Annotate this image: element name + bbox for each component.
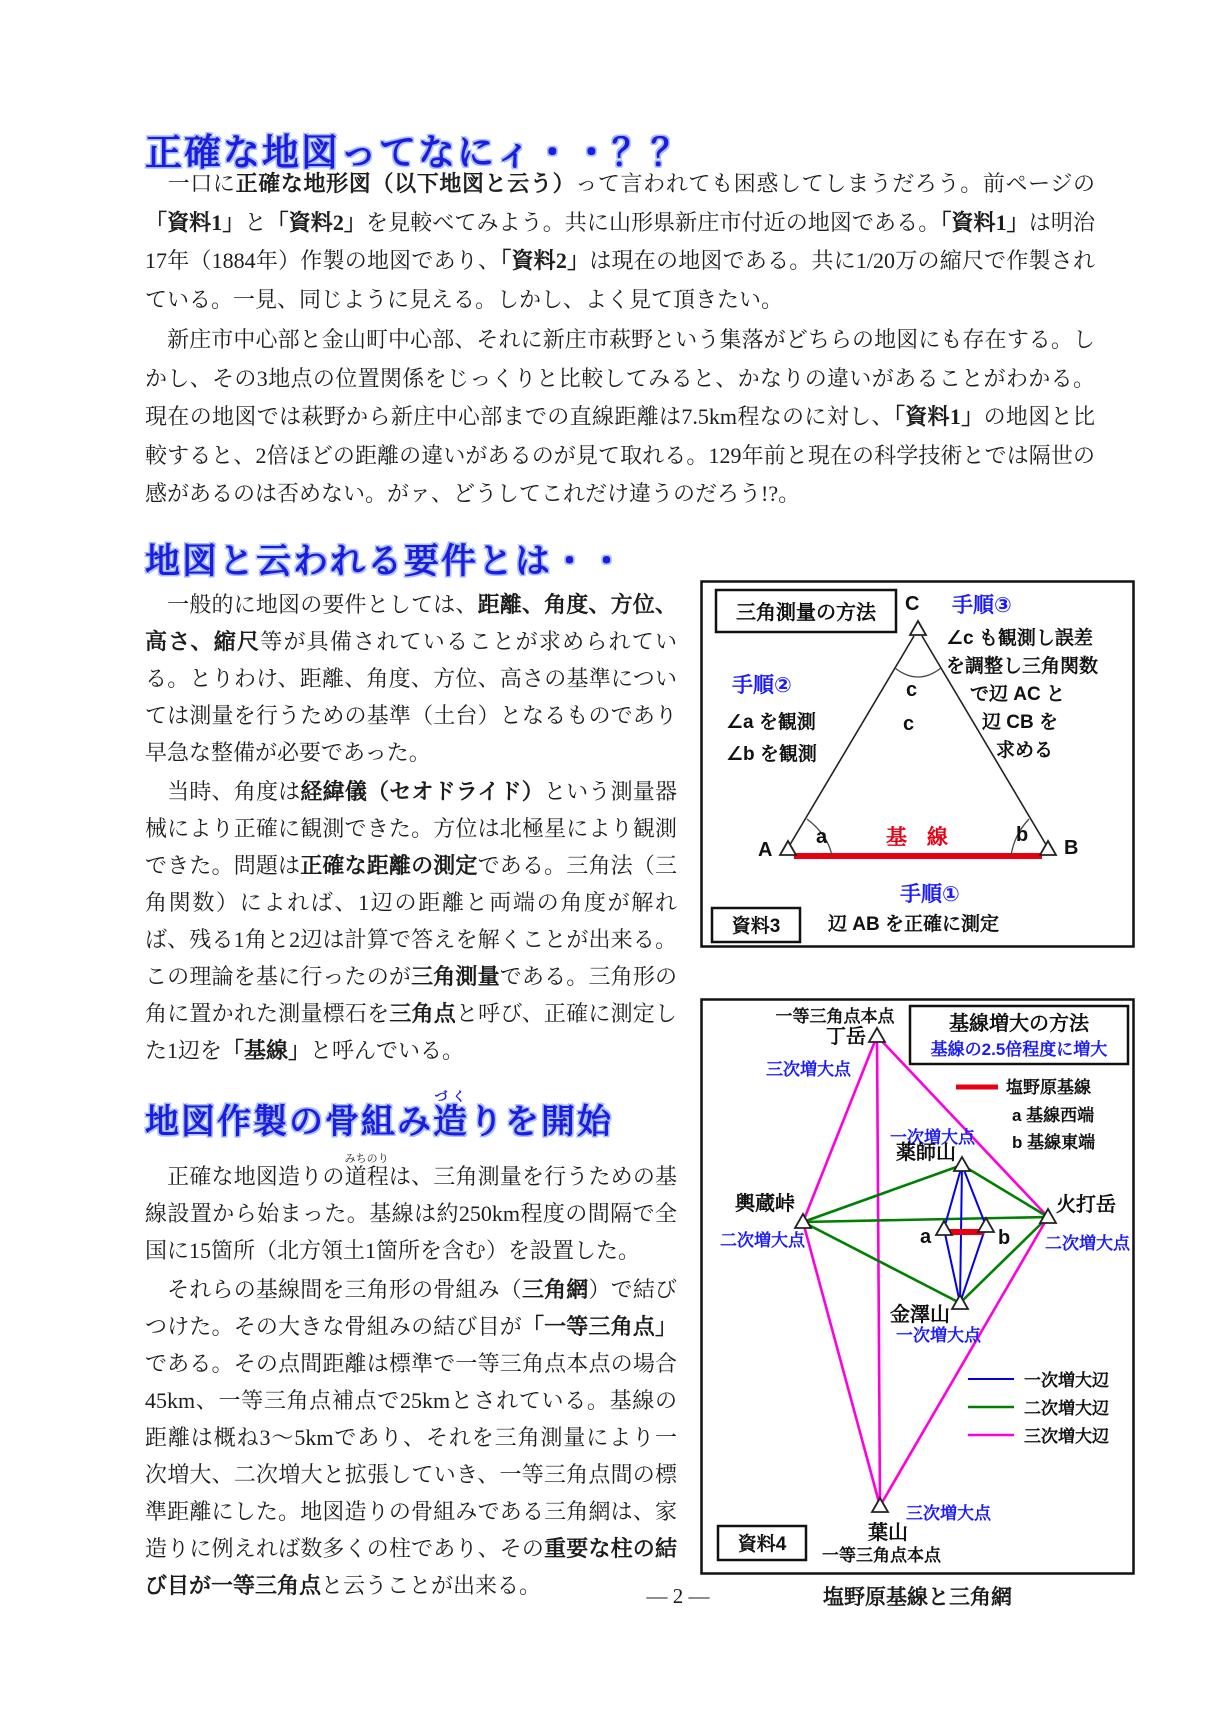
legend-b-label: b 基線東端 bbox=[1012, 1133, 1096, 1152]
angle-c-lower-label: c bbox=[903, 713, 915, 735]
vertex-c-label: C bbox=[905, 593, 920, 615]
step1-label: 手順① bbox=[900, 883, 960, 906]
bottom-point-type-label: 一等三角点本点 bbox=[822, 1546, 941, 1565]
chodake-label: 丁岳 bbox=[826, 1026, 866, 1048]
step2-label: 手順② bbox=[732, 674, 792, 697]
step3-line3: で辺 AC と bbox=[970, 684, 1066, 705]
legend-baseline-label: 塩野原基線 bbox=[1006, 1078, 1091, 1097]
left-expansion-label: 二次増大点 bbox=[720, 1231, 805, 1250]
left-text-column bbox=[145, 586, 677, 1604]
step3-line4: 辺 CB を bbox=[982, 712, 1059, 733]
yogura-pass-label: 輿蔵峠 bbox=[735, 1193, 795, 1215]
angle-c-upper-label: c bbox=[906, 679, 918, 701]
legend-edge2-label: 二次増大辺 bbox=[1024, 1399, 1109, 1418]
figure-4-baseline-expansion bbox=[700, 998, 1135, 1575]
paragraph-baseline-setup: 正確な地図造りの道程みちのりは、三角測量を行うための基線設置から始まった。基線は約250km程度の間隔で全国に15箇所（北方領土1箇所を含む）を設置した。 bbox=[145, 1153, 677, 1263]
figure-3-title: 三角測量の方法 bbox=[736, 602, 876, 624]
heading-what-is-accurate-map: 正確な地図ってなにィ・・？？ bbox=[145, 132, 690, 173]
step2-angle-b: ∠b を観測 bbox=[726, 744, 817, 765]
expansion-method-subtitle: 基線の2.5倍程度に増大 bbox=[930, 1040, 1108, 1059]
legend-a-label: a 基線西端 bbox=[1012, 1106, 1095, 1125]
figure-3-canvas bbox=[700, 580, 1135, 948]
step3-label: 手順③ bbox=[952, 594, 1012, 617]
expansion-method-title: 基線増大の方法 bbox=[949, 1013, 1089, 1035]
figure-3-triangulation-method bbox=[700, 580, 1135, 948]
baseline-label: 基 線 bbox=[886, 826, 955, 849]
legend-edge3-label: 三次増大辺 bbox=[1024, 1427, 1109, 1446]
paragraph-intro: 一口に正確な地形図（以下地図と云う）って言われても困惑してしまうだろう。前ページの「資料1」と「資料2」を見較べてみよう。共に山形県新庄市付近の地図である。「資料1」は明治17年（1884年）作製の地図であり、「資料2」は現在の地図である。共に1/20万の縮尺で作製されている。一見、同じように見える。しかし、よく見て頂きたい。 bbox=[145, 171, 1095, 312]
angle-a-label: a bbox=[816, 826, 828, 848]
heading-map-requirements: 地図と云われる要件とは・・ bbox=[145, 542, 627, 581]
vertex-b-label: B bbox=[1064, 837, 1079, 859]
heading-framework-start: 地図作製の骨組み造づくりを開始 bbox=[145, 1089, 613, 1141]
step3-line1: ∠c も観測し誤差 bbox=[946, 628, 1093, 649]
hayama-expansion-label: 三次増大点 bbox=[906, 1504, 991, 1523]
yakushi-expansion-label: 一次増大点 bbox=[890, 1128, 975, 1147]
step2-angle-a: ∠a を観測 bbox=[726, 712, 816, 733]
legend-edge1-label: 一次増大辺 bbox=[1024, 1371, 1109, 1390]
angle-b-label: b bbox=[1016, 824, 1029, 846]
paragraph-requirements: 一般的に地図の要件としては、距離、角度、方位、高さ、縮尺等が具備されていることが求められている。とりわけ、距離、角度、方位、高さの基準については測量を行うための基準（土台）となるものであり早急な整備が必要であった。 bbox=[145, 592, 677, 765]
figure-4-label: 資料4 bbox=[737, 1534, 787, 1555]
hiuchidake-label: 火打岳 bbox=[1056, 1194, 1116, 1216]
figure-3-label: 資料3 bbox=[731, 916, 781, 937]
kanazawayama-label: 金澤山 bbox=[890, 1304, 950, 1326]
point-b-label: b bbox=[998, 1227, 1011, 1249]
paragraph-triangulation-net: それらの基線間を三角形の骨組み（三角網）で結びつけた。その大きな骨組みの結び目が「一等三角点」である。その点間距離は標準で一等三角点本点の場合45km、一等三角点補点で25kmとされている。基線の距離は概ね3〜5kmであり、それを三角測量により一次増大、二次増大と拡張していき、一等三角点間の標準距離にした。地図造りの骨組みである三角網は、家造りに例えれば数多くの柱であり、その重要な柱の結び目が一等三角点と云うことが出来る。 bbox=[145, 1277, 677, 1598]
step3-line5: 求める bbox=[996, 740, 1054, 761]
top-expansion-label: 三次増大点 bbox=[766, 1060, 851, 1079]
paragraph-theodolite: 当時、角度は経緯儀（セオドライド）という測量器械により正確に観測できた。方位は北極星により観測できた。問題は正確な距離の測定である。三角法（三角関数）によれば、1辺の距離と両端の角度が解れば、残る1角と2辺は計算で答えを解くことが出来る。この理論を基に行ったのが三角測量である。三角形の角に置かれた測量標石を三角点と呼び、正確に測定した1辺を「基線」と呼んでいる。 bbox=[145, 779, 677, 1063]
point-a-label: a bbox=[920, 1226, 932, 1248]
step1-desc: 辺 AB を正確に測定 bbox=[828, 914, 1000, 935]
step3-line2: を調整し三角関数 bbox=[946, 656, 1099, 677]
paragraph-comparison: 新庄市中心部と金山町中心部、それに新庄市萩野という集落がどちらの地図にも存在する。しかし、その3地点の位置関係をじっくりと比較してみると、かなりの違いがあることがわかる。現在の地図では萩野から新庄中心部までの直線距離は7.5km程なのに対し、「資料1」の地図と比較すると、2倍ほどの距離の違いがあるのが見て取れる。129年前と現在の科学技術とでは隔世の感があるのは否めない。がァ、どうしてこれだけ違うのだろう!?。 bbox=[145, 327, 1095, 506]
page-number: — 2 — bbox=[646, 1584, 710, 1608]
right-expansion-label: 二次増大点 bbox=[1045, 1234, 1130, 1253]
kanazawa-expansion-label: 一次増大点 bbox=[896, 1326, 981, 1345]
figure-4-canvas bbox=[700, 998, 1135, 1575]
hayama-label: 葉山 bbox=[868, 1522, 908, 1544]
top-point-type-label: 一等三角点本点 bbox=[775, 1007, 895, 1026]
yakushiyama-label: 薬師山 bbox=[896, 1142, 956, 1164]
figure-4-caption: 塩野原基線と三角網 bbox=[823, 1586, 1012, 1609]
vertex-a-label: A bbox=[758, 839, 773, 861]
